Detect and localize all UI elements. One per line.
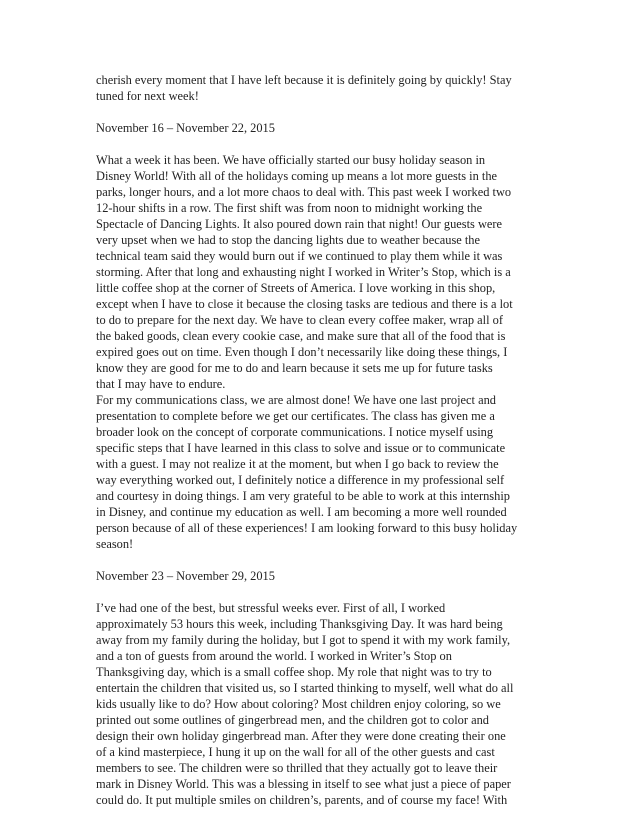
document-body [96, 72, 548, 808]
text-line: know they are good for me to do and learn because it sets me up for future tasks [96, 361, 493, 375]
week-heading-nov-16: November 16 – November 22, 2015 [96, 121, 275, 135]
text-line: What a week it has been. We have officially started our busy holiday season in [96, 153, 486, 167]
text-line: design their own holiday gingerbread man. After they were done creating their one [96, 729, 506, 743]
text-line: expired goes out on time. Even though I don’t necessarily like doing these things, I [96, 345, 508, 359]
text-line: For my communications class, we are almost done! We have one last project and [96, 393, 496, 407]
text-line: cherish every moment that I have left because it is definitely going by quickly! Stay [96, 73, 512, 87]
text-line: storming. After that long and exhausting night I worked in Writer’s Stop, which is a [96, 265, 511, 279]
text-line: of a kind masterpiece, I hung it up on the wall for all of the other guests and cast [96, 745, 495, 759]
text-line: Disney World! With all of the holidays coming up means a lot more guests in the [96, 169, 498, 183]
text-line: presentation to complete before we get our certificates. The class has given me a [96, 409, 495, 423]
text-line: I’ve had one of the best, but stressful weeks ever. First of all, I worked [96, 601, 446, 615]
text-line: technical team said they would burn out if we continued to play them while it was [96, 249, 503, 263]
text-line: approximately 53 hours this week, including Thanksgiving Day. It was hard being [96, 617, 503, 631]
text-line: way everything worked out, I definitely notice a difference in my professional self [96, 473, 505, 487]
text-line: tuned for next week! [96, 89, 199, 103]
text-line: in Disney, and continue my education as well. I am becoming a more well rounded [96, 505, 507, 519]
text-line: and courtesy in doing things. I am very grateful to be able to work at this internship [96, 489, 510, 503]
text-line: Spectacle of Dancing Lights. It also poured down rain that night! Our guests were [96, 217, 503, 231]
week-heading-nov-23: November 23 – November 29, 2015 [96, 569, 275, 583]
text-line: away from my family during the holiday, but I got to spend it with my work family, [96, 633, 511, 647]
text-line: mark in Disney World. This was a blessing in itself to see what just a piece of paper [96, 777, 511, 791]
text-line: entertain the children that visited us, so I started thinking to myself, well what do all [96, 681, 514, 695]
week1-paragraph-1 [96, 152, 548, 392]
text-line: and a ton of guests from around the world. I worked in Writer’s Stop on [96, 649, 452, 663]
text-line: kids usually like to do? How about coloring? Most children enjoy coloring, so we [96, 697, 501, 711]
text-line: person because of all of these experiences! I am looking forward to this busy holiday [96, 521, 518, 535]
text-line: season! [96, 537, 134, 551]
paragraph-spacer [96, 104, 548, 120]
paragraph-spacer [96, 136, 548, 152]
week1-paragraph-2 [96, 392, 548, 552]
text-line: except when I have to close it because the closing tasks are tedious and there is a lot [96, 297, 513, 311]
text-line: the baked goods, clean every cookie case, and make sure that all of the food that is [96, 329, 506, 343]
intro-paragraph [96, 72, 548, 104]
text-line: that I may have to endure. [96, 377, 226, 391]
text-line: little coffee shop at the corner of Streets of America. I love working in this shop, [96, 281, 496, 295]
text-line: could do. It put multiple smiles on children’s, parents, and of course my face! With [96, 793, 508, 807]
text-line: members to see. The children were so thrilled that they actually got to leave their [96, 761, 498, 775]
text-line: Thanksgiving day, which is a small coffee shop. My role that night was to try to [96, 665, 492, 679]
text-line: to do to prepare for the next day. We have to clean every coffee maker, wrap all of [96, 313, 503, 327]
paragraph-spacer [96, 552, 548, 568]
text-line: very upset when we had to stop the dancing lights due to weather because the [96, 233, 480, 247]
text-line: broader look on the concept of corporate communications. I notice myself using [96, 425, 494, 439]
paragraph-spacer [96, 584, 548, 600]
text-line: parks, longer hours, and a lot more chaos to deal with. This past week I worked two [96, 185, 512, 199]
text-line: printed out some outlines of gingerbread men, and the children got to color and [96, 713, 489, 727]
week2-paragraph-1 [96, 600, 548, 808]
text-line: 12-hour shifts in a row. The first shift was from noon to midnight working the [96, 201, 483, 215]
text-line: with a guest. I may not realize it at the moment, but when I go back to review the [96, 457, 499, 471]
text-line: specific steps that I have learned in this class to solve and issue or to communicate [96, 441, 506, 455]
